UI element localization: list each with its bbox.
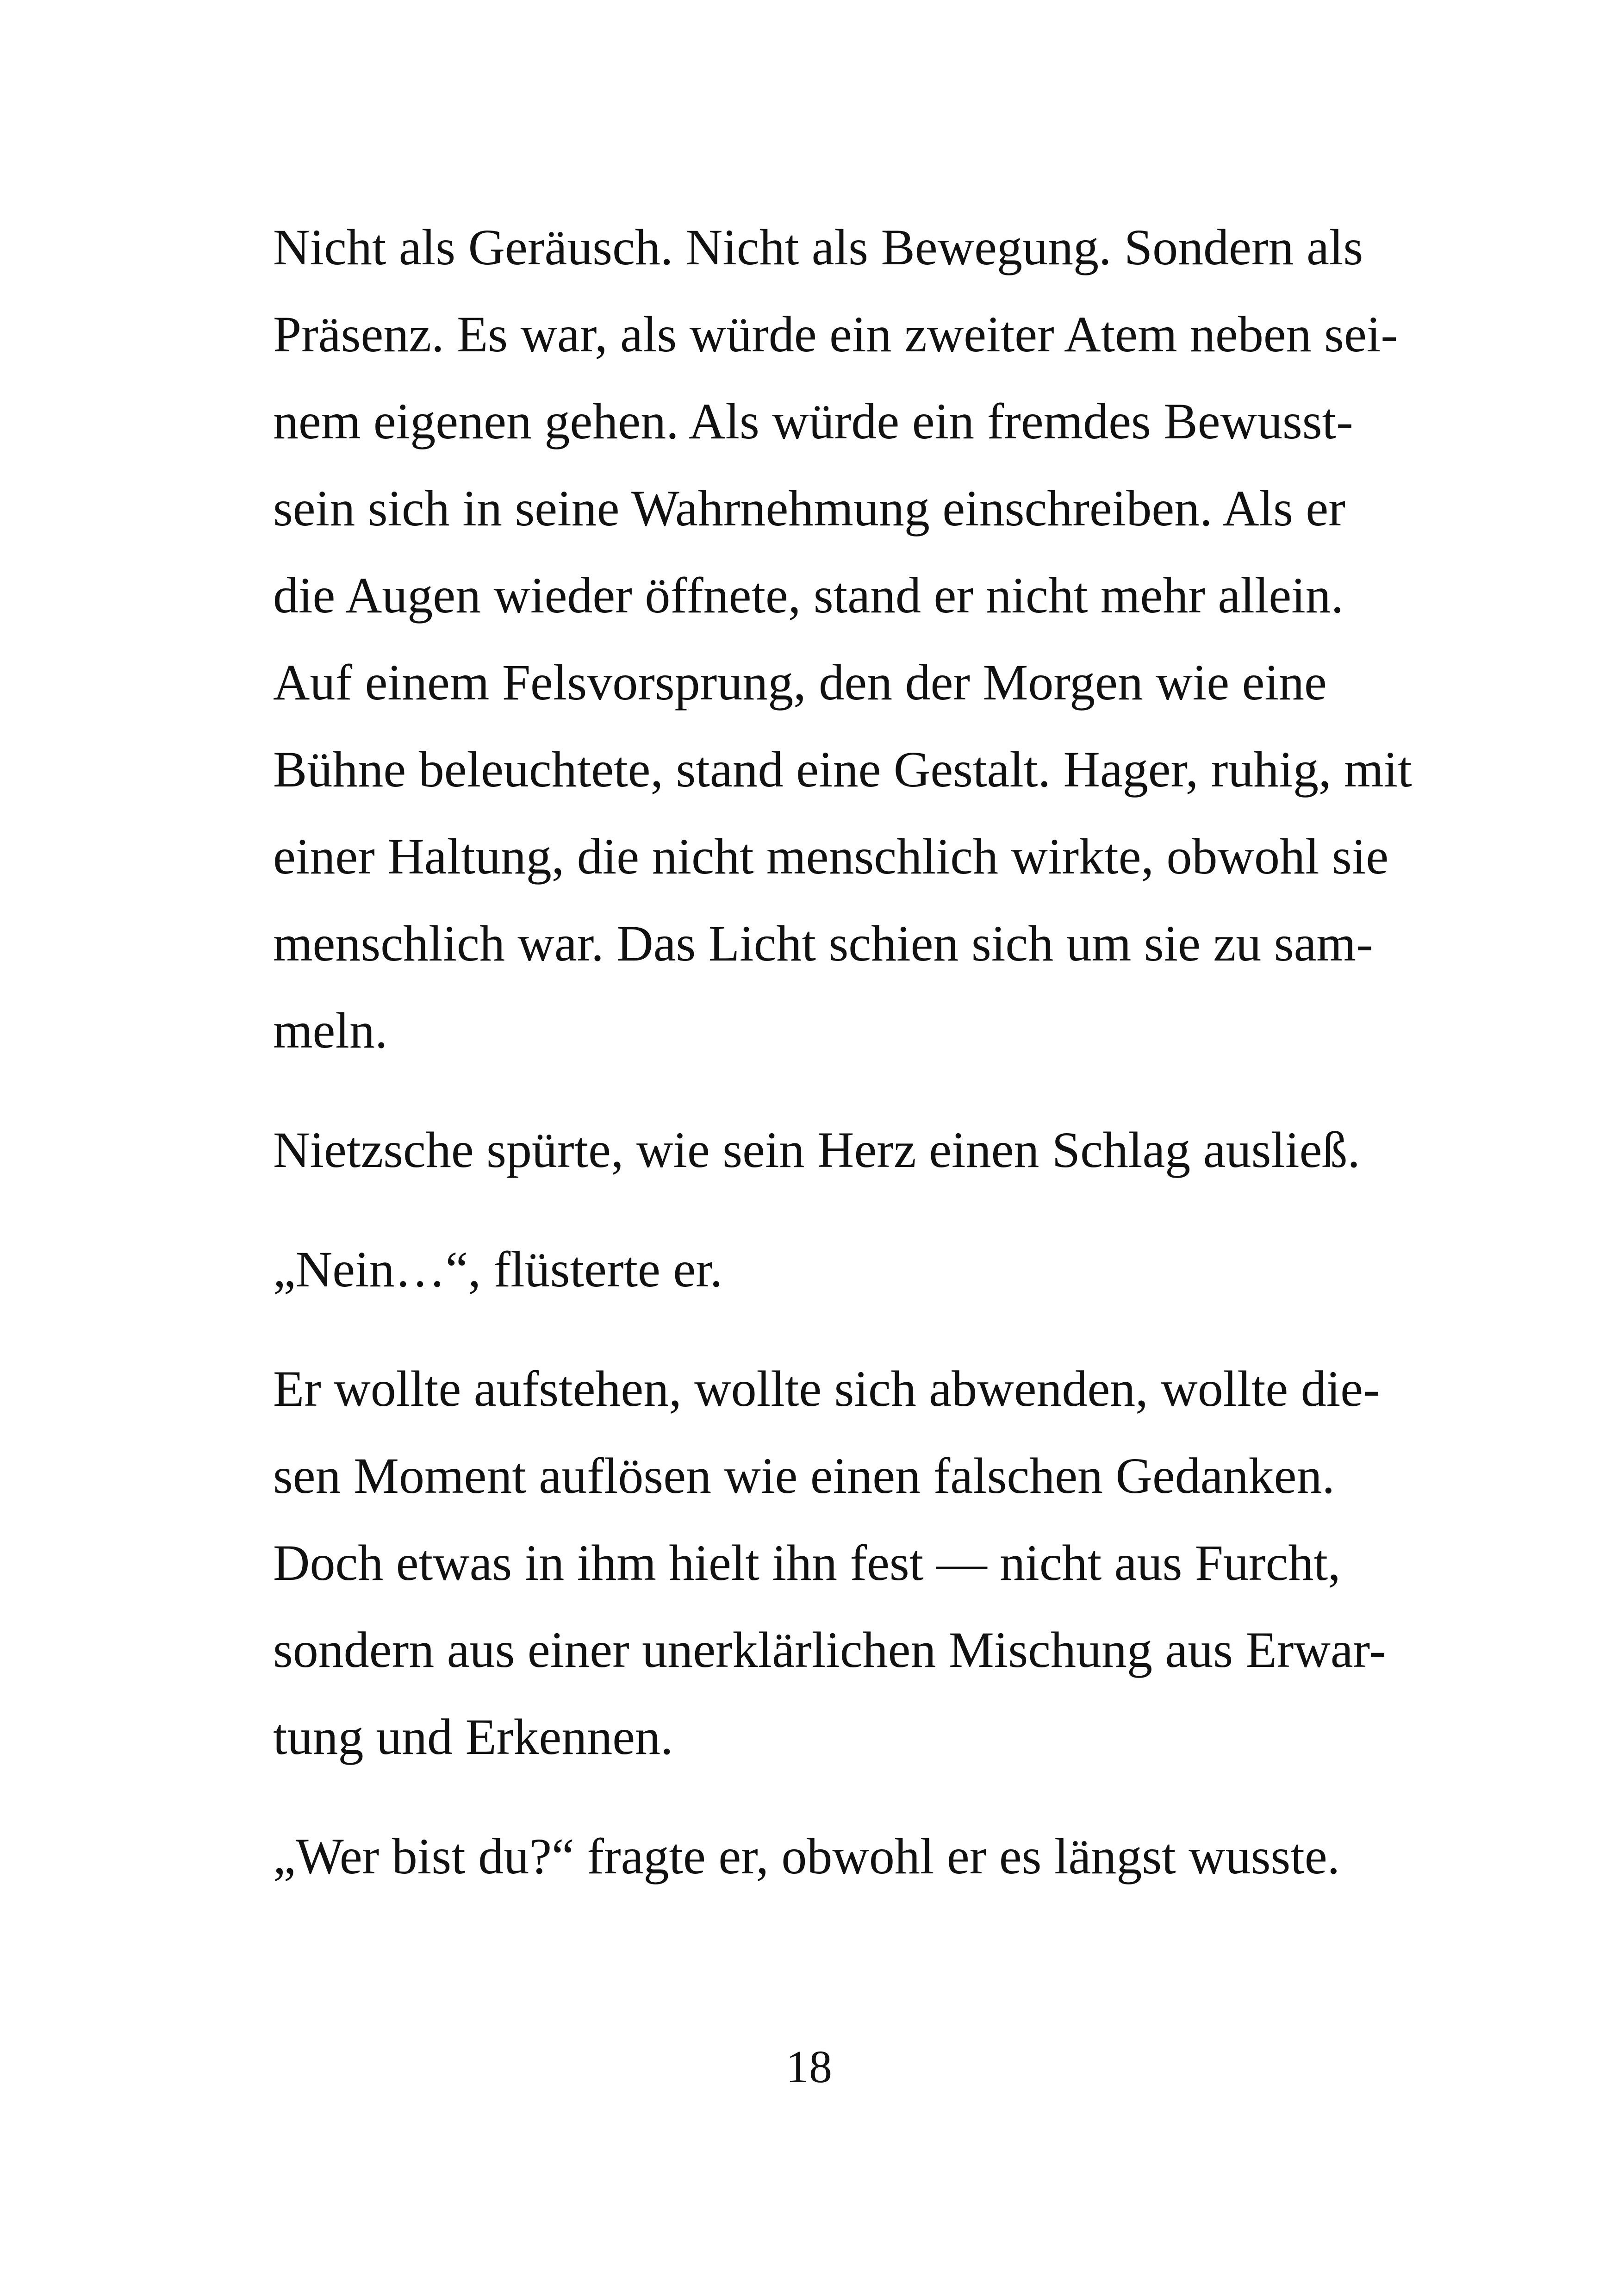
text-line: meln. — [273, 1002, 388, 1059]
paragraph-spacer — [273, 1074, 1439, 1106]
paragraph-spacer — [273, 1780, 1439, 1813]
body-text — [273, 204, 1439, 1900]
paragraph — [273, 1813, 1439, 1900]
text-line: Präsenz. Es war, als würde ein zweiter Atem neben sei- — [273, 306, 1398, 362]
text-line: tung und Erkennen. — [273, 1709, 673, 1765]
text-line: Nietzsche spürte, wie sein Herz einen Schlag ausließ. — [273, 1122, 1360, 1178]
text-line: „Wer bist du?“ fragte er, obwohl er es längst wusste. — [273, 1828, 1340, 1884]
paragraph-spacer — [273, 1313, 1439, 1345]
text-line: menschlich war. Das Licht schien sich um sie zu sam- — [273, 915, 1373, 972]
text-line: Er wollte aufstehen, wollte sich abwenden, wollte die- — [273, 1360, 1380, 1417]
text-line: die Augen wieder öffnete, stand er nicht mehr allein. — [273, 567, 1344, 624]
text-line: sondern aus einer unerklärlichen Mischung aus Erwar- — [273, 1622, 1386, 1678]
text-line: Nicht als Geräusch. Nicht als Bewegung. Sondern als — [273, 219, 1363, 275]
text-line: Bühne beleuchtete, stand eine Gestalt. Hager, ruhig, mit — [273, 741, 1412, 798]
text-line: nem eigenen gehen. Als würde ein fremdes Bewusst- — [273, 393, 1353, 449]
text-line: Doch etwas in ihm hielt ihn fest — nicht aus Furcht, — [273, 1535, 1341, 1591]
text-line: „Nein…“, flüsterte er. — [273, 1241, 723, 1298]
text-line: sen Moment auflösen wie einen falschen Gedanken. — [273, 1447, 1335, 1504]
text-line: sein sich in seine Wahrnehmung einschreiben. Als er — [273, 480, 1345, 537]
paragraph-spacer — [273, 1193, 1439, 1226]
paragraph — [273, 1106, 1439, 1193]
paragraph — [273, 204, 1439, 1074]
text-line: einer Haltung, die nicht menschlich wirkte, obwohl sie — [273, 828, 1389, 885]
page-number: 18 — [786, 2041, 832, 2092]
paragraph — [273, 1226, 1439, 1313]
text-line: Auf einem Felsvorsprung, den der Morgen wie eine — [273, 654, 1327, 711]
paragraph — [273, 1345, 1439, 1780]
